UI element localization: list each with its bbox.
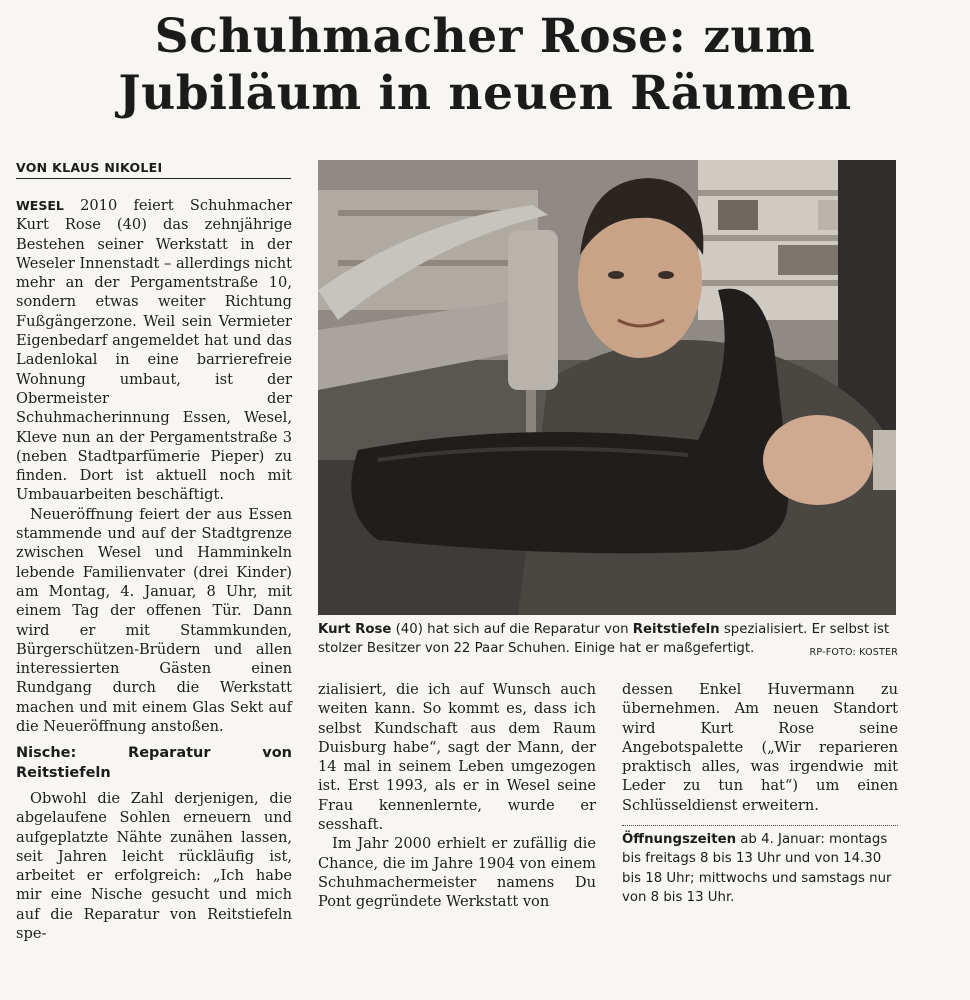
paragraph-5: Im Jahr 2000 erhielt er zufällig die Chance, die im Jahre 1904 von einem Schuhmachermeister namens Du Pont gegründete Werkstatt von [318,835,596,911]
article-photo [318,160,896,615]
article-column-3 [622,680,898,907]
byline: VON KLAUS NIKOLEI [16,160,291,179]
paragraph-6: dessen Enkel Huvermann zu übernehmen. Am neuen Standort wird Kurt Rose seine Angebotspalette („Wir reparieren praktisch alles, was irgendwie mit Leder zu tun hat“) um einen Schlüsseldienst erweitern. [622,681,898,814]
caption-text-1: (40) hat sich auf die Reparatur von [391,622,633,637]
headline [40,8,930,122]
article-column-1 [16,196,292,943]
subheading: Nische: Reparatur von Reitstiefeln [16,745,292,781]
article-column-2 [318,680,596,912]
opening-hours-text: ab 4. Januar: montags bis freitags 8 bis 13 Uhr und von 14.30 bis 18 Uhr; mittwochs und samstags nur von 8 bis 13 Uhr. [622,832,892,905]
headline-line-2: Jubiläum in neuen Räumen [118,66,852,121]
caption-keyword: Reitstiefeln [632,622,720,637]
paragraph-1 [16,196,292,505]
paragraph-3: Obwohl die Zahl derjenigen, die abgelaufene Sohlen erneuern und aufgeplatzte Nähte zunähen lassen, seit Jahren leicht rückläufig ist, arbeitet er erfolgreich: „Ich habe mir eine Nische gesucht und mich auf die Reparatur von Reitstiefeln spe- [16,789,292,942]
photo-caption [318,620,898,662]
paragraph-2: Neueröffnung feiert der aus Essen stammende und auf der Stadtgrenze zwischen Wesel und Hamminkeln lebende Familienvater (drei Kinder) am Montag, 4. Januar, 8 Uhr, mit einem Tag der offenen Tür. Dann wird er mit Stammkunden, Bürgerschützen-Brüdern und allen interessierten Gästen einen Rundgang durch die Werkstatt machen und mit einem Glas Sekt auf die Neueröffnung anstoßen. [16,505,292,736]
dateline: WESEL [16,198,64,213]
paragraph-4: zialisiert, die ich auf Wunsch auch weiten kann. So kommt es, dass ich selbst Kundschaft aus dem Raum Duisburg habe“, sagt der Mann, der 14 mal in seinem Leben umgezogen ist. Erst 1993, als er in Wesel seine Frau kennenlernte, wurde er sesshaft. [318,681,596,834]
caption-name: Kurt Rose [318,622,392,637]
photo-credit: RP-FOTO: KOSTER [809,647,898,658]
opening-hours-label: Öffnungszeiten [622,832,737,848]
opening-hours-box [622,825,898,907]
paragraph-1-text: 2010 feiert Schuhmacher Kurt Rose (40) das zehnjährige Bestehen seiner Werkstatt in der Weseler Innenstadt – allerdings nicht mehr an der Pergamentstraße 10, sondern etwas weiter Richtung Fußgängerzone. Weil sein Vermieter Eigenbedarf angemeldet hat und das Ladenlokal in eine barrierefreie Wohnung umbaut, ist der Obermeister der Schuhmacherinnung Essen, Wesel, Kleve nun an der Pergamentstraße 3 (neben Stadtparfümerie Pieper) zu finden. Dort ist aktuell noch mit Umbauarbeiten beschäftigt. [16,197,292,504]
caption-text-2: spezialisiert. Er selbst ist stolzer Besitzer von 22 Paar Schuhen. Einige hat er maßgefertigt. [318,622,890,656]
photo-illustration [318,160,896,615]
headline-line-1: Schuhmacher Rose: zum [154,9,816,64]
